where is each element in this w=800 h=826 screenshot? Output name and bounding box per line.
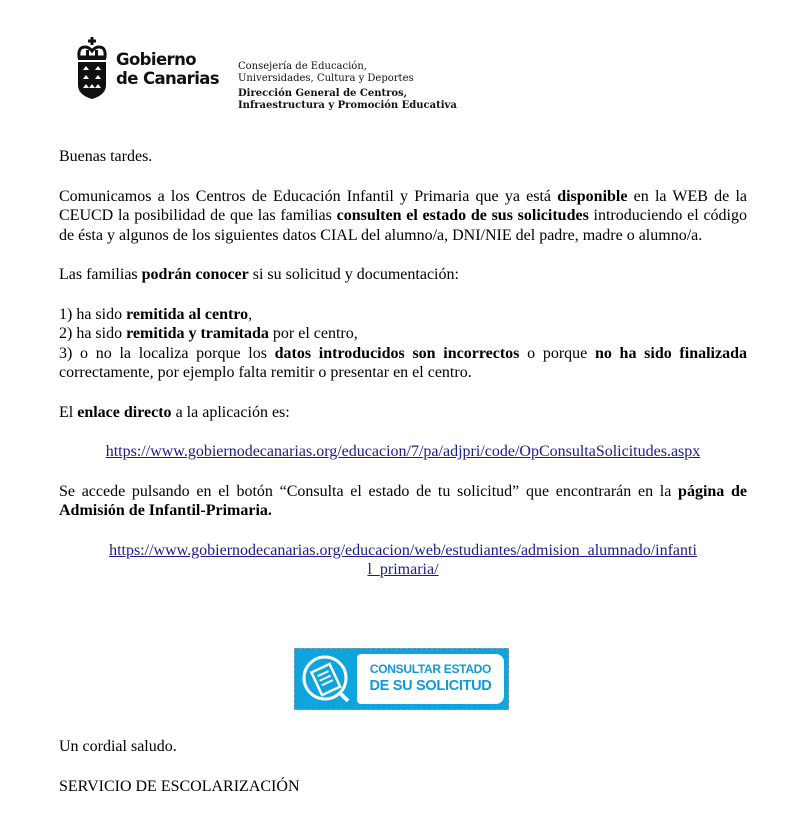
dept-line-1: Consejería de Educación, (238, 61, 367, 72)
signature: SERVICIO DE ESCOLARIZACIÓN (59, 778, 300, 795)
dept-line-3: Dirección General de Centros, (238, 88, 408, 99)
document-magnifier-icon (300, 653, 352, 705)
consulta-solicitudes-link[interactable]: https://www.gobiernodecanarias.org/educacion/7/pa/adjpri/code/OpConsultaSolicitudes.aspx (105, 443, 701, 460)
paragraph-announcement: Comunicamos a los Centros de Educación Infantil y Primaria que ya está disponible en la WEB de la CEUCD la posibilidad de que las familias consulten el estado de sus solicitudes introduciendo el código de ésta y algunos de los siguientes datos CIAL del alumno/a, DNI/NIE del padre, madre o alumno/a. (59, 187, 747, 244)
paragraph-access: Se accede pulsando en el botón “Consulta el estado de tu solicitud” que encontrarán en la página de Admisión de Infantil-Primaria. (59, 482, 747, 519)
department-info (238, 61, 457, 112)
logo-line-1: Gobierno (116, 50, 196, 69)
dept-line-2: Universidades, Cultura y Deportes (238, 73, 414, 84)
button-line-2: DE SU SOLICITUD (369, 678, 492, 694)
list-item-1: 1) ha sido remitida al centro, (59, 305, 253, 323)
list-item-3: 3) o no la localiza porque los datos introducidos son incorrectos o porque no ha sido finalizada correctamente, por ejemplo falta remitir o presentar en el centro. (59, 344, 747, 381)
paragraph-direct-link: El enlace directo a la aplicación es: (59, 403, 290, 421)
greeting: Buenas tardes. (59, 148, 153, 165)
paragraph-families: Las familias podrán conocer si su solicitud y documentación: (59, 266, 459, 283)
logo-wordmark (116, 50, 219, 88)
email-body (59, 147, 747, 580)
logo-line-2: de Canarias (116, 69, 220, 88)
admision-infantil-primaria-link[interactable]: https://www.gobiernodecanarias.org/educacion/web/estudiantes/admision_alumnado/infantil_primaria/ (109, 541, 697, 578)
salutation: Un cordial saludo. (59, 738, 177, 755)
consultar-estado-button[interactable] (294, 648, 509, 710)
canarias-coat-of-arms-icon (76, 37, 108, 99)
list-item-2: 2) ha sido remitida y tramitada por el centro, (59, 325, 358, 342)
button-line-1: CONSULTAR ESTADO (369, 662, 492, 676)
dept-line-4: Infraestructura y Promoción Educativa (238, 100, 457, 111)
